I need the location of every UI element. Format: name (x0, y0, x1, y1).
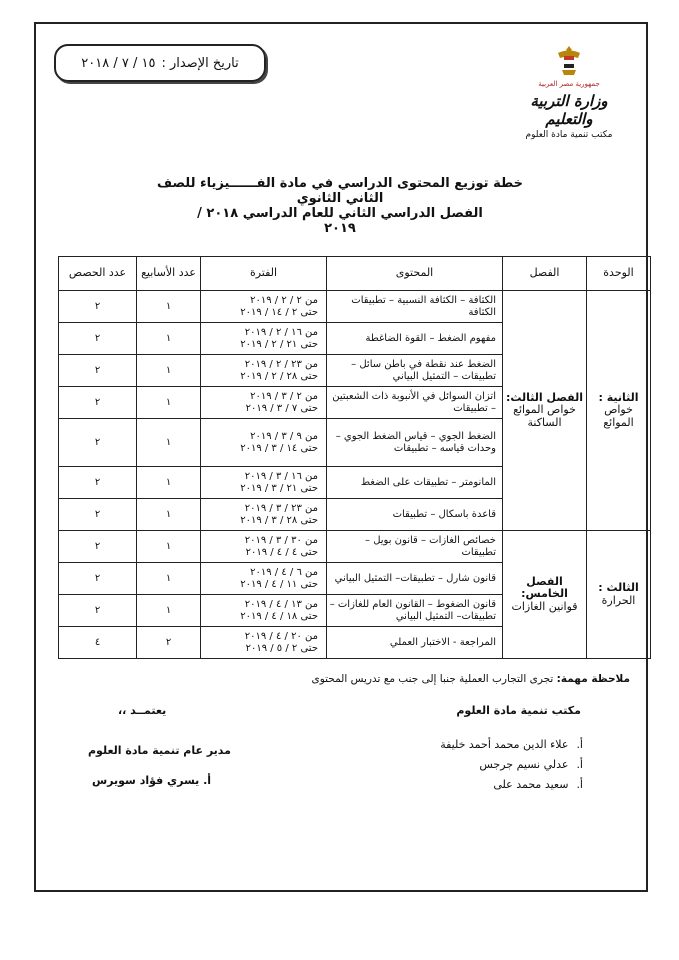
period-to: حتى ٧ / ٣ / ٢٠١٩ (245, 402, 318, 414)
period-cell (201, 419, 327, 467)
issue-date-box (54, 44, 266, 82)
period-from: من ٩ / ٣ / ٢٠١٩ (250, 431, 318, 442)
staff-name: عدلي نسيم جرجس (479, 758, 569, 771)
content-cell: الكثافة – الكثافة النسبية – تطبيقات الكثافة (327, 291, 503, 323)
period-to: حتى ٢١ / ٢ / ٢٠١٩ (240, 338, 318, 350)
lessons-cell: ٢ (59, 595, 137, 627)
weeks-cell: ١ (137, 595, 201, 627)
content-cell: المراجعة - الاختبار العملي (327, 627, 503, 659)
period-cell (201, 387, 327, 419)
staff-name: علاء الدين محمد أحمد خليفة (440, 738, 569, 751)
period-to: حتى ٢٨ / ٣ / ٢٠١٩ (240, 514, 318, 526)
content-cell: مفهوم الضغط – القوة الضاغطة (327, 323, 503, 355)
staff-list (403, 738, 583, 798)
content-plan-table (58, 256, 651, 659)
header-lessons: عدد الحصص (59, 257, 137, 291)
period-cell (201, 595, 327, 627)
period-from: من ٢ / ٣ / ٢٠١٩ (250, 391, 318, 402)
document-title: خطة توزيع المحتوى الدراسي في مادة الفــــــيزياء للصف الثاني الثانوي (157, 176, 523, 206)
chapter-cell (503, 531, 587, 659)
header-weeks: عدد الأسابيع (137, 257, 201, 291)
weeks-cell: ٢ (137, 627, 201, 659)
period-to: حتى ٢ / ١٤ / ٢٠١٩ (240, 306, 318, 318)
period-from: من ٢٠ / ٤ / ٢٠١٩ (244, 631, 318, 642)
list-item (403, 778, 583, 798)
content-cell: اتزان السوائل في الأنبوبة ذات الشعبتين – تطبيقات (327, 387, 503, 419)
weeks-cell: ١ (137, 291, 201, 323)
header-period: الفترة (201, 257, 327, 291)
period-to: حتى ٤ / ٤ / ٢٠١٩ (245, 546, 318, 558)
director-title: مدير عام تنمية مادة العلوم (88, 744, 231, 757)
list-item (403, 758, 583, 778)
eagle-emblem-icon (554, 44, 584, 78)
lessons-cell: ٢ (59, 499, 137, 531)
lessons-cell: ٢ (59, 467, 137, 499)
chapter-subtitle: قوانين الغازات (511, 599, 578, 613)
weeks-cell: ١ (137, 419, 201, 467)
period-from: من ٢٣ / ٢ / ٢٠١٩ (244, 359, 318, 370)
period-to: حتى ٢١ / ٣ / ٢٠١٩ (240, 482, 318, 494)
staff-prefix: أ. (576, 778, 583, 791)
weeks-cell: ١ (137, 499, 201, 531)
period-cell (201, 563, 327, 595)
unit-cell (587, 291, 651, 531)
logo-ministry-text: وزارة التربية والتعليم (530, 92, 608, 128)
weeks-cell: ١ (137, 387, 201, 419)
office-signature-heading: مكتب تنمية مادة العلوم (456, 704, 581, 717)
lessons-cell: ٤ (59, 627, 137, 659)
content-cell: خصائص الغازات – قانون بويل – تطبيقات (327, 531, 503, 563)
period-from: من ٣٠ / ٣ / ٢٠١٩ (244, 535, 318, 546)
document-subtitle: الفصل الدراسي الثاني للعام الدراسي ٢٠١٨ / ٢٠١٩ (197, 206, 483, 236)
unit-cell (587, 531, 651, 659)
period-cell (201, 355, 327, 387)
period-to: حتى ١٤ / ٣ / ٢٠١٩ (240, 442, 318, 454)
period-from: من ١٣ / ٤ / ٢٠١٩ (244, 599, 318, 610)
logo-office-text: مكتب تنمية مادة العلوم (525, 130, 613, 140)
note-text: تجرى التجارب العملية جنبا إلى جنب مع تدريس المحتوى (311, 673, 554, 685)
header-content: المحتوى (327, 257, 503, 291)
approval-label: يعتمــد ،، (118, 704, 167, 717)
content-cell: الضغط عند نقطة في باطن سائل – تطبيقات – التمثيل البياني (327, 355, 503, 387)
period-cell (201, 323, 327, 355)
period-from: من ١٦ / ٣ / ٢٠١٩ (244, 471, 318, 482)
content-cell: الضغط الجوي – قياس الضغط الجوي – وحدات قياسه – تطبيقات (327, 419, 503, 467)
lessons-cell: ٢ (59, 387, 137, 419)
ministry-logo (509, 44, 629, 156)
period-cell (201, 499, 327, 531)
note-label: ملاحظة مهمة: (556, 673, 630, 685)
unit-subtitle: الحرارة (601, 593, 636, 607)
period-cell (201, 467, 327, 499)
lessons-cell: ٢ (59, 323, 137, 355)
chapter-cell (503, 291, 587, 531)
period-cell (201, 291, 327, 323)
issue-date-value: ١٥ / ٧ / ٢٠١٨ (81, 55, 156, 71)
weeks-cell: ١ (137, 563, 201, 595)
unit-subtitle: خواص الموائع (603, 403, 634, 429)
weeks-cell: ١ (137, 531, 201, 563)
period-from: من ١٦ / ٢ / ٢٠١٩ (244, 327, 318, 338)
staff-prefix: أ. (576, 738, 583, 751)
director-name: أ. يسري فؤاد سويرس (92, 774, 212, 787)
lessons-cell: ٢ (59, 419, 137, 467)
content-cell: قانون الضغوط – القانون العام للغازات – تطبيقات– التمثيل البياني (327, 595, 503, 627)
staff-name: سعيد محمد على (493, 778, 569, 791)
important-note (300, 673, 630, 685)
period-cell (201, 531, 327, 563)
logo-gov-text: جمهورية مصر العربية (538, 80, 600, 88)
header-unit: الوحدة (587, 257, 651, 291)
period-from: من ٦ / ٤ / ٢٠١٩ (250, 567, 318, 578)
lessons-cell: ٢ (59, 563, 137, 595)
weeks-cell: ١ (137, 467, 201, 499)
lessons-cell: ٢ (59, 355, 137, 387)
weeks-cell: ١ (137, 355, 201, 387)
period-from: من ٢ / ٢ / ٢٠١٩ (250, 295, 318, 306)
table-row (59, 291, 651, 323)
period-cell (201, 627, 327, 659)
staff-prefix: أ. (576, 758, 583, 771)
unit-title: الثالث : (598, 580, 639, 594)
content-cell: قاعدة باسكال – تطبيقات (327, 499, 503, 531)
period-to: حتى ٢٨ / ٢ / ٢٠١٩ (240, 370, 318, 382)
unit-title: الثانية : (598, 390, 639, 404)
weeks-cell: ١ (137, 323, 201, 355)
content-cell: المانومتر – تطبيقات على الضغط (327, 467, 503, 499)
chapter-title: الفصل الثالث: (506, 390, 583, 404)
period-from: من ٢٣ / ٣ / ٢٠١٩ (244, 503, 318, 514)
period-to: حتى ١١ / ٤ / ٢٠١٩ (240, 578, 318, 590)
period-to: حتى ١٨ / ٤ / ٢٠١٩ (240, 610, 318, 622)
table-header-row (59, 257, 651, 291)
header-chapter: الفصل (503, 257, 587, 291)
content-cell: قانون شارل – تطبيقات– التمثيل البياني (327, 563, 503, 595)
chapter-subtitle: خواص الموائع الساكنة (513, 403, 576, 429)
lessons-cell: ٢ (59, 291, 137, 323)
chapter-title: الفصل الخامس: (521, 574, 568, 601)
period-to: حتى ٢ / ٥ / ٢٠١٩ (245, 642, 318, 654)
lessons-cell: ٢ (59, 531, 137, 563)
issue-date-label: تاريخ الإصدار : (161, 55, 239, 71)
list-item (403, 738, 583, 758)
table-row (59, 531, 651, 563)
